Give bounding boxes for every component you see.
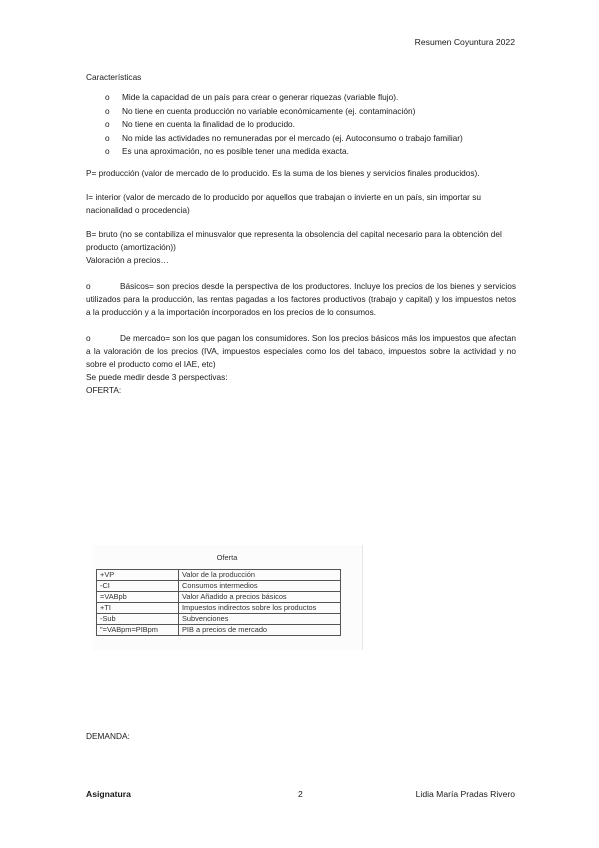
footer-author: Lidia María Pradas Rivero	[415, 789, 515, 799]
valoracion-heading: Valoración a precios…	[86, 255, 169, 265]
oferta-label: OFERTA:	[86, 385, 122, 395]
bullet-marker: o	[86, 333, 91, 343]
characteristics-heading: Características	[86, 72, 142, 82]
list-item-text: Mide la capacidad de un país para crear o generar riquezas (variable flujo).	[122, 92, 399, 102]
price-mercado	[86, 332, 516, 371]
page-footer	[86, 789, 515, 801]
table-row	[97, 614, 341, 625]
characteristics-list	[86, 91, 516, 157]
table-cell-desc: Impuestos indirectos sobre los productos	[179, 603, 341, 614]
price-mercado-text: De mercado= son los que pagan los consumidores. Son los precios básicos más los impuestos que afectan a la valoración de los precios (IVA, impuestos especiales como los del tabaco, impuestos sobre la actividad y no sobre el producto como el IAE, etc)	[86, 333, 516, 369]
list-item	[86, 132, 516, 144]
table-row	[97, 570, 341, 581]
perspectives-intro: Se puede medir desde 3 perspectivas:	[86, 372, 228, 382]
definition-b: B= bruto (no se contabiliza el minusvalor que representa la obsolencia del capital necesario para la obtención del producto (amortización))	[86, 229, 502, 252]
table-cell-desc: Subvenciones	[179, 614, 341, 625]
table-cell-code: =VABpb	[97, 592, 179, 603]
definitions	[86, 167, 516, 254]
table-cell-code: -Sub	[97, 614, 179, 625]
definition-p: P= producción (valor de mercado de lo producido. Es la suma de los bienes y servicios finales producidos).	[86, 168, 480, 178]
page-header-title: Resumen Coyuntura 2022	[414, 37, 515, 47]
page-number: 2	[298, 789, 303, 799]
list-item-text: No tiene en cuenta la finalidad de lo producido.	[122, 119, 295, 129]
oferta-table	[96, 569, 341, 636]
price-basicos-text: Básicos= son precios desde la perspectiva de los productores. Incluye los precios de los bienes y servicios utilizados para la producción, las rentas pagadas a los factores productivos (trabajo y capital) y los impuestos netos a la producción y a la importación incorporados en los precios de lo consumos.	[86, 281, 516, 317]
list-item	[86, 118, 516, 130]
table-row	[97, 581, 341, 592]
price-types	[86, 280, 516, 371]
bullet-marker: o	[105, 132, 110, 143]
list-item-text: No mide las actividades no remuneradas por el mercado (ej. Autoconsumo o trabajo familiar)	[122, 132, 463, 143]
price-basicos	[86, 280, 516, 319]
list-item-text: No tiene en cuenta producción no variable económicamente (ej. contaminación)	[122, 105, 416, 116]
bullet-marker: o	[105, 92, 110, 102]
table-cell-desc: Valor de la producción	[179, 570, 341, 581]
table-row	[97, 603, 341, 614]
demanda-label: DEMANDA:	[86, 731, 130, 741]
list-item-text: Es una aproximación, no es posible tener una medida exacta.	[122, 146, 349, 156]
table-cell-desc: Valor Añadido a precios básicos	[179, 592, 341, 603]
list-item	[86, 105, 516, 117]
table-cell-desc: Consumos intermedios	[179, 581, 341, 592]
bullet-marker: o	[105, 105, 110, 116]
bullet-marker: o	[105, 119, 110, 129]
table-row	[97, 625, 341, 636]
table-cell-code: "=VABpm=PIBpm	[97, 625, 179, 636]
page-content	[86, 72, 516, 397]
bullet-marker: o	[86, 281, 91, 291]
table-row	[97, 592, 341, 603]
list-item	[86, 91, 516, 103]
table-cell-code: +VP	[97, 570, 179, 581]
table-cell-desc: PIB a precios de mercado	[179, 625, 341, 636]
bullet-marker: o	[105, 146, 110, 156]
oferta-figure-title: Oferta	[216, 553, 238, 562]
definition-i: I= interior (valor de mercado de lo producido por aquellos que trabajan o invierte en un país, sin importar su nacionalidad o procedencia)	[86, 192, 482, 215]
table-cell-code: -CI	[97, 581, 179, 592]
table-cell-code: +TI	[97, 603, 179, 614]
oferta-table-image	[92, 545, 363, 650]
list-item	[86, 145, 516, 157]
footer-subject: Asignatura	[86, 789, 131, 799]
